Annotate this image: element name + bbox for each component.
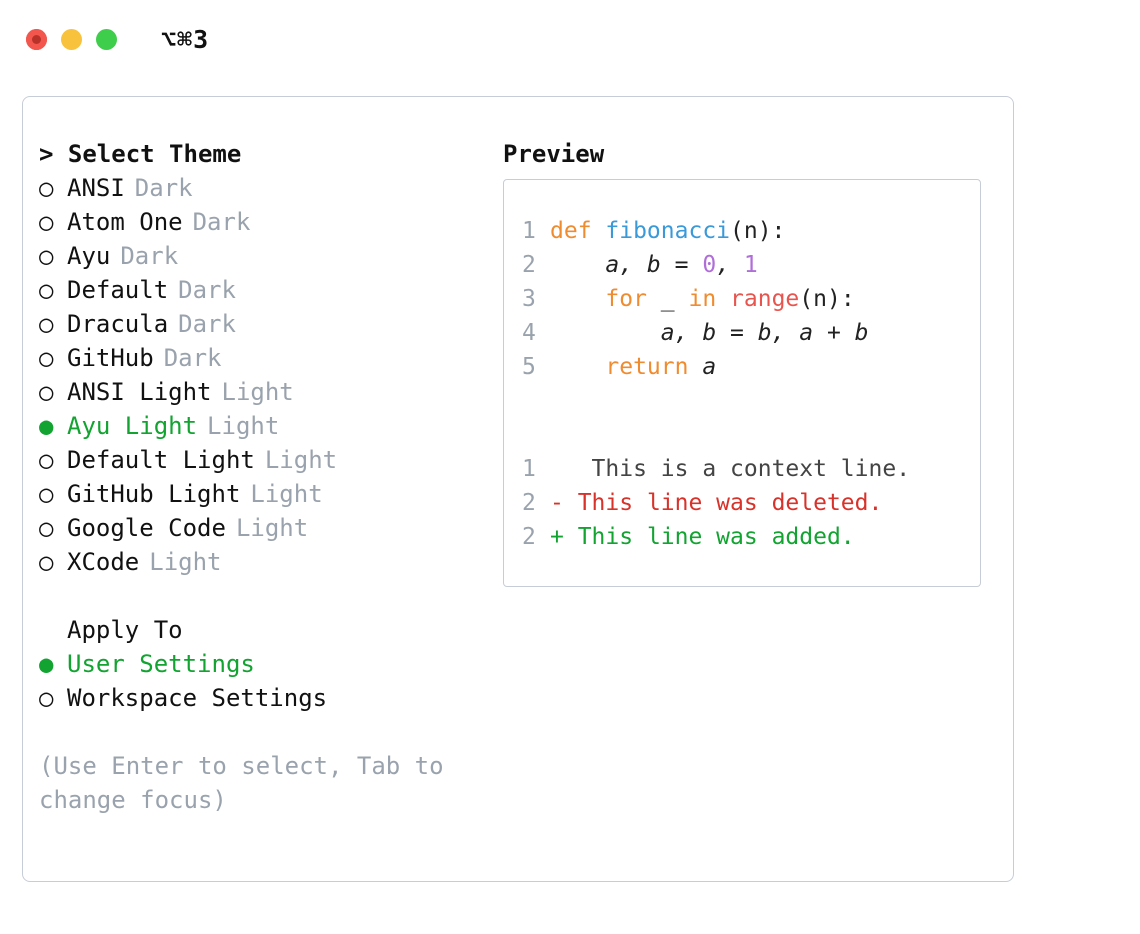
line-number: 1 <box>522 456 536 482</box>
theme-picker-panel <box>22 96 1014 882</box>
diff-text: This line was deleted. <box>577 490 883 516</box>
list-item[interactable] <box>39 171 485 205</box>
code-line <box>522 350 980 384</box>
theme-name: Default Light <box>67 446 255 474</box>
code-token: (n): <box>799 286 855 312</box>
theme-list-column <box>23 137 485 817</box>
code-token: range <box>730 286 800 312</box>
theme-option-list[interactable] <box>39 171 485 579</box>
title-bar <box>0 0 1140 78</box>
radio-icon[interactable]: ○ <box>39 548 54 576</box>
diff-prefix <box>550 452 578 486</box>
maximize-button-icon[interactable] <box>96 29 117 50</box>
theme-tag: Dark <box>192 208 251 236</box>
diff-prefix: - <box>550 490 578 516</box>
apply-to-label: User Settings <box>67 650 255 678</box>
diff-text: This line was added. <box>577 524 855 550</box>
radio-icon[interactable]: ○ <box>39 480 54 508</box>
radio-icon[interactable]: ● <box>39 412 54 440</box>
list-item[interactable] <box>39 511 485 545</box>
code-token: 0 <box>702 252 717 278</box>
diff-prefix: + <box>550 524 578 550</box>
close-button-icon[interactable] <box>26 29 47 50</box>
theme-tag: Light <box>149 548 222 576</box>
theme-tag: Light <box>264 446 338 474</box>
radio-icon[interactable]: ○ <box>39 684 54 712</box>
line-number: 4 <box>522 320 536 346</box>
apply-to-heading: Apply To <box>67 616 183 644</box>
theme-name: Dracula <box>67 310 169 338</box>
theme-tag: Light <box>221 378 294 406</box>
list-item[interactable] <box>39 443 485 477</box>
apply-to-label: Workspace Settings <box>67 684 328 712</box>
line-number: 2 <box>522 524 536 550</box>
list-item[interactable] <box>39 205 485 239</box>
theme-tag: Light <box>235 514 309 542</box>
select-theme-heading: > Select Theme <box>39 140 242 168</box>
diff-text: This is a context line. <box>577 456 911 482</box>
radio-icon[interactable]: ○ <box>39 174 54 202</box>
radio-icon[interactable]: ○ <box>39 242 54 270</box>
list-item[interactable] <box>39 239 485 273</box>
code-line <box>522 248 980 282</box>
radio-icon[interactable]: ○ <box>39 276 54 304</box>
radio-icon[interactable]: ○ <box>39 514 54 542</box>
theme-name: Ayu <box>67 242 111 270</box>
code-token: (n): <box>730 218 786 244</box>
code-token: 1 <box>743 252 758 278</box>
list-item[interactable] <box>39 307 485 341</box>
diff-line <box>522 520 980 554</box>
window-controls[interactable] <box>26 29 117 50</box>
spacer <box>39 579 485 613</box>
preview-box <box>503 179 981 587</box>
diff-line <box>522 486 980 520</box>
theme-tag: Dark <box>178 310 236 338</box>
list-item[interactable] <box>39 681 485 715</box>
theme-name: ANSI Light <box>67 378 212 406</box>
radio-icon[interactable]: ○ <box>39 310 54 338</box>
list-item[interactable] <box>39 477 485 511</box>
preview-heading: Preview <box>503 140 605 168</box>
code-token: _ <box>646 286 689 312</box>
theme-name: GitHub <box>67 344 154 372</box>
theme-tag: Light <box>250 480 323 508</box>
radio-icon[interactable]: ● <box>39 650 54 678</box>
theme-name: Ayu Light <box>67 412 198 440</box>
code-token: a, b = b, a + b <box>550 320 869 346</box>
code-token: for <box>605 286 647 312</box>
code-token <box>550 282 605 316</box>
code-line <box>522 214 980 248</box>
list-item[interactable] <box>39 409 485 443</box>
theme-name: Default <box>67 276 169 304</box>
minimize-button-icon[interactable] <box>61 29 82 50</box>
diff-line <box>522 452 980 486</box>
theme-name: Google Code <box>67 514 226 542</box>
list-item[interactable] <box>39 545 485 579</box>
code-token <box>716 282 730 316</box>
spacer <box>522 384 980 418</box>
theme-name: XCode <box>67 548 140 576</box>
line-number: 3 <box>522 286 536 312</box>
line-number: 5 <box>522 354 536 380</box>
code-line <box>522 316 980 350</box>
list-item[interactable] <box>39 273 485 307</box>
code-token <box>550 350 605 384</box>
code-token: a, b = <box>550 252 703 278</box>
list-item[interactable] <box>39 375 485 409</box>
code-token: in <box>688 286 717 312</box>
code-token: def <box>550 218 606 244</box>
radio-icon[interactable]: ○ <box>39 446 54 474</box>
code-token: a <box>688 354 717 380</box>
theme-tag: Light <box>207 412 280 440</box>
radio-icon[interactable]: ○ <box>39 378 54 406</box>
code-line <box>522 282 980 316</box>
list-item[interactable] <box>39 341 485 375</box>
list-item[interactable] <box>39 647 485 681</box>
preview-column <box>485 137 1013 817</box>
radio-icon[interactable]: ○ <box>39 344 54 372</box>
code-token: return <box>605 354 689 380</box>
theme-tag: Dark <box>163 344 222 372</box>
theme-tag: Dark <box>178 276 236 304</box>
theme-tag: Dark <box>120 242 179 270</box>
code-token: , <box>716 252 744 278</box>
theme-name: ANSI <box>67 174 125 202</box>
theme-name: Atom One <box>67 208 183 236</box>
keyboard-hint-text: (Use Enter to select, Tab to change focus) <box>39 752 444 814</box>
line-number: 2 <box>522 490 536 516</box>
line-number: 1 <box>522 218 536 244</box>
theme-tag: Dark <box>134 174 193 202</box>
line-number: 2 <box>522 252 536 278</box>
spacer <box>522 418 980 452</box>
code-token: fibonacci <box>605 218 731 244</box>
keyboard-shortcut-label: ⌥⌘3 <box>161 24 210 54</box>
theme-name: GitHub Light <box>67 480 241 508</box>
apply-to-option-list[interactable] <box>39 647 485 715</box>
radio-icon[interactable]: ○ <box>39 208 54 236</box>
